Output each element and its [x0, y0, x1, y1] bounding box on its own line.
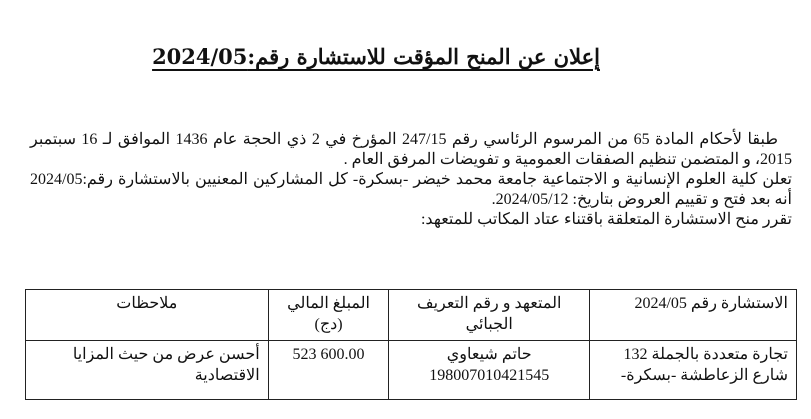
bidder-name: حاتم شيعاوي [446, 346, 532, 363]
header-notes: ملاحظات [26, 290, 269, 341]
bidder-tax-id: 198007010421545 [429, 367, 550, 384]
announcement-body [30, 130, 792, 230]
cell-notes: أحسن عرض من حيث المزايا الاقتصادية [26, 341, 269, 400]
faculty-notice-paragraph: تعلن كلية العلوم الإنسانية و الاجتماعية جامعة محمد خيضر -بسكرة- كل المشاركين المعنيين بالاستشارة رقم:2024/05 أنه بعد فتح و تقييم العروض بتاريخ: 2024/05/12. [30, 171, 792, 208]
award-table-header-row [26, 290, 797, 341]
header-consultation: الاستشارة رقم 2024/05 [590, 290, 797, 341]
award-decision-paragraph: تقرر منح الاستشارة المتعلقة باقتناء عتاد المكاتب للمتعهد: [420, 211, 792, 228]
header-amount: المبلغ المالي (دج) [268, 290, 389, 341]
cell-amount [268, 341, 389, 400]
amount-value: 523 600.00 [292, 346, 365, 363]
announcement-title: إعلان عن المنح المؤقت للاستشارة رقم:2024/05 [152, 44, 600, 69]
cell-consultation: تجارة متعددة بالجملة 132 شارع الزعاطشة -بسكرة- [590, 341, 797, 400]
header-bidder: المتعهد و رقم التعريف الجبائي [389, 290, 590, 341]
cell-bidder [389, 341, 590, 400]
legal-basis-paragraph: طبقا لأحكام المادة 65 من المرسوم الرئاسي رقم 247/15 المؤرخ في 2 ذي الحجة عام 1436 الموافق لـ 16 سبتمبر 2015، و المتضمن تنظيم الصفقات العمومية و تفويضات المرفق العام . [30, 131, 792, 168]
award-table [25, 289, 797, 400]
table-row [26, 341, 797, 400]
